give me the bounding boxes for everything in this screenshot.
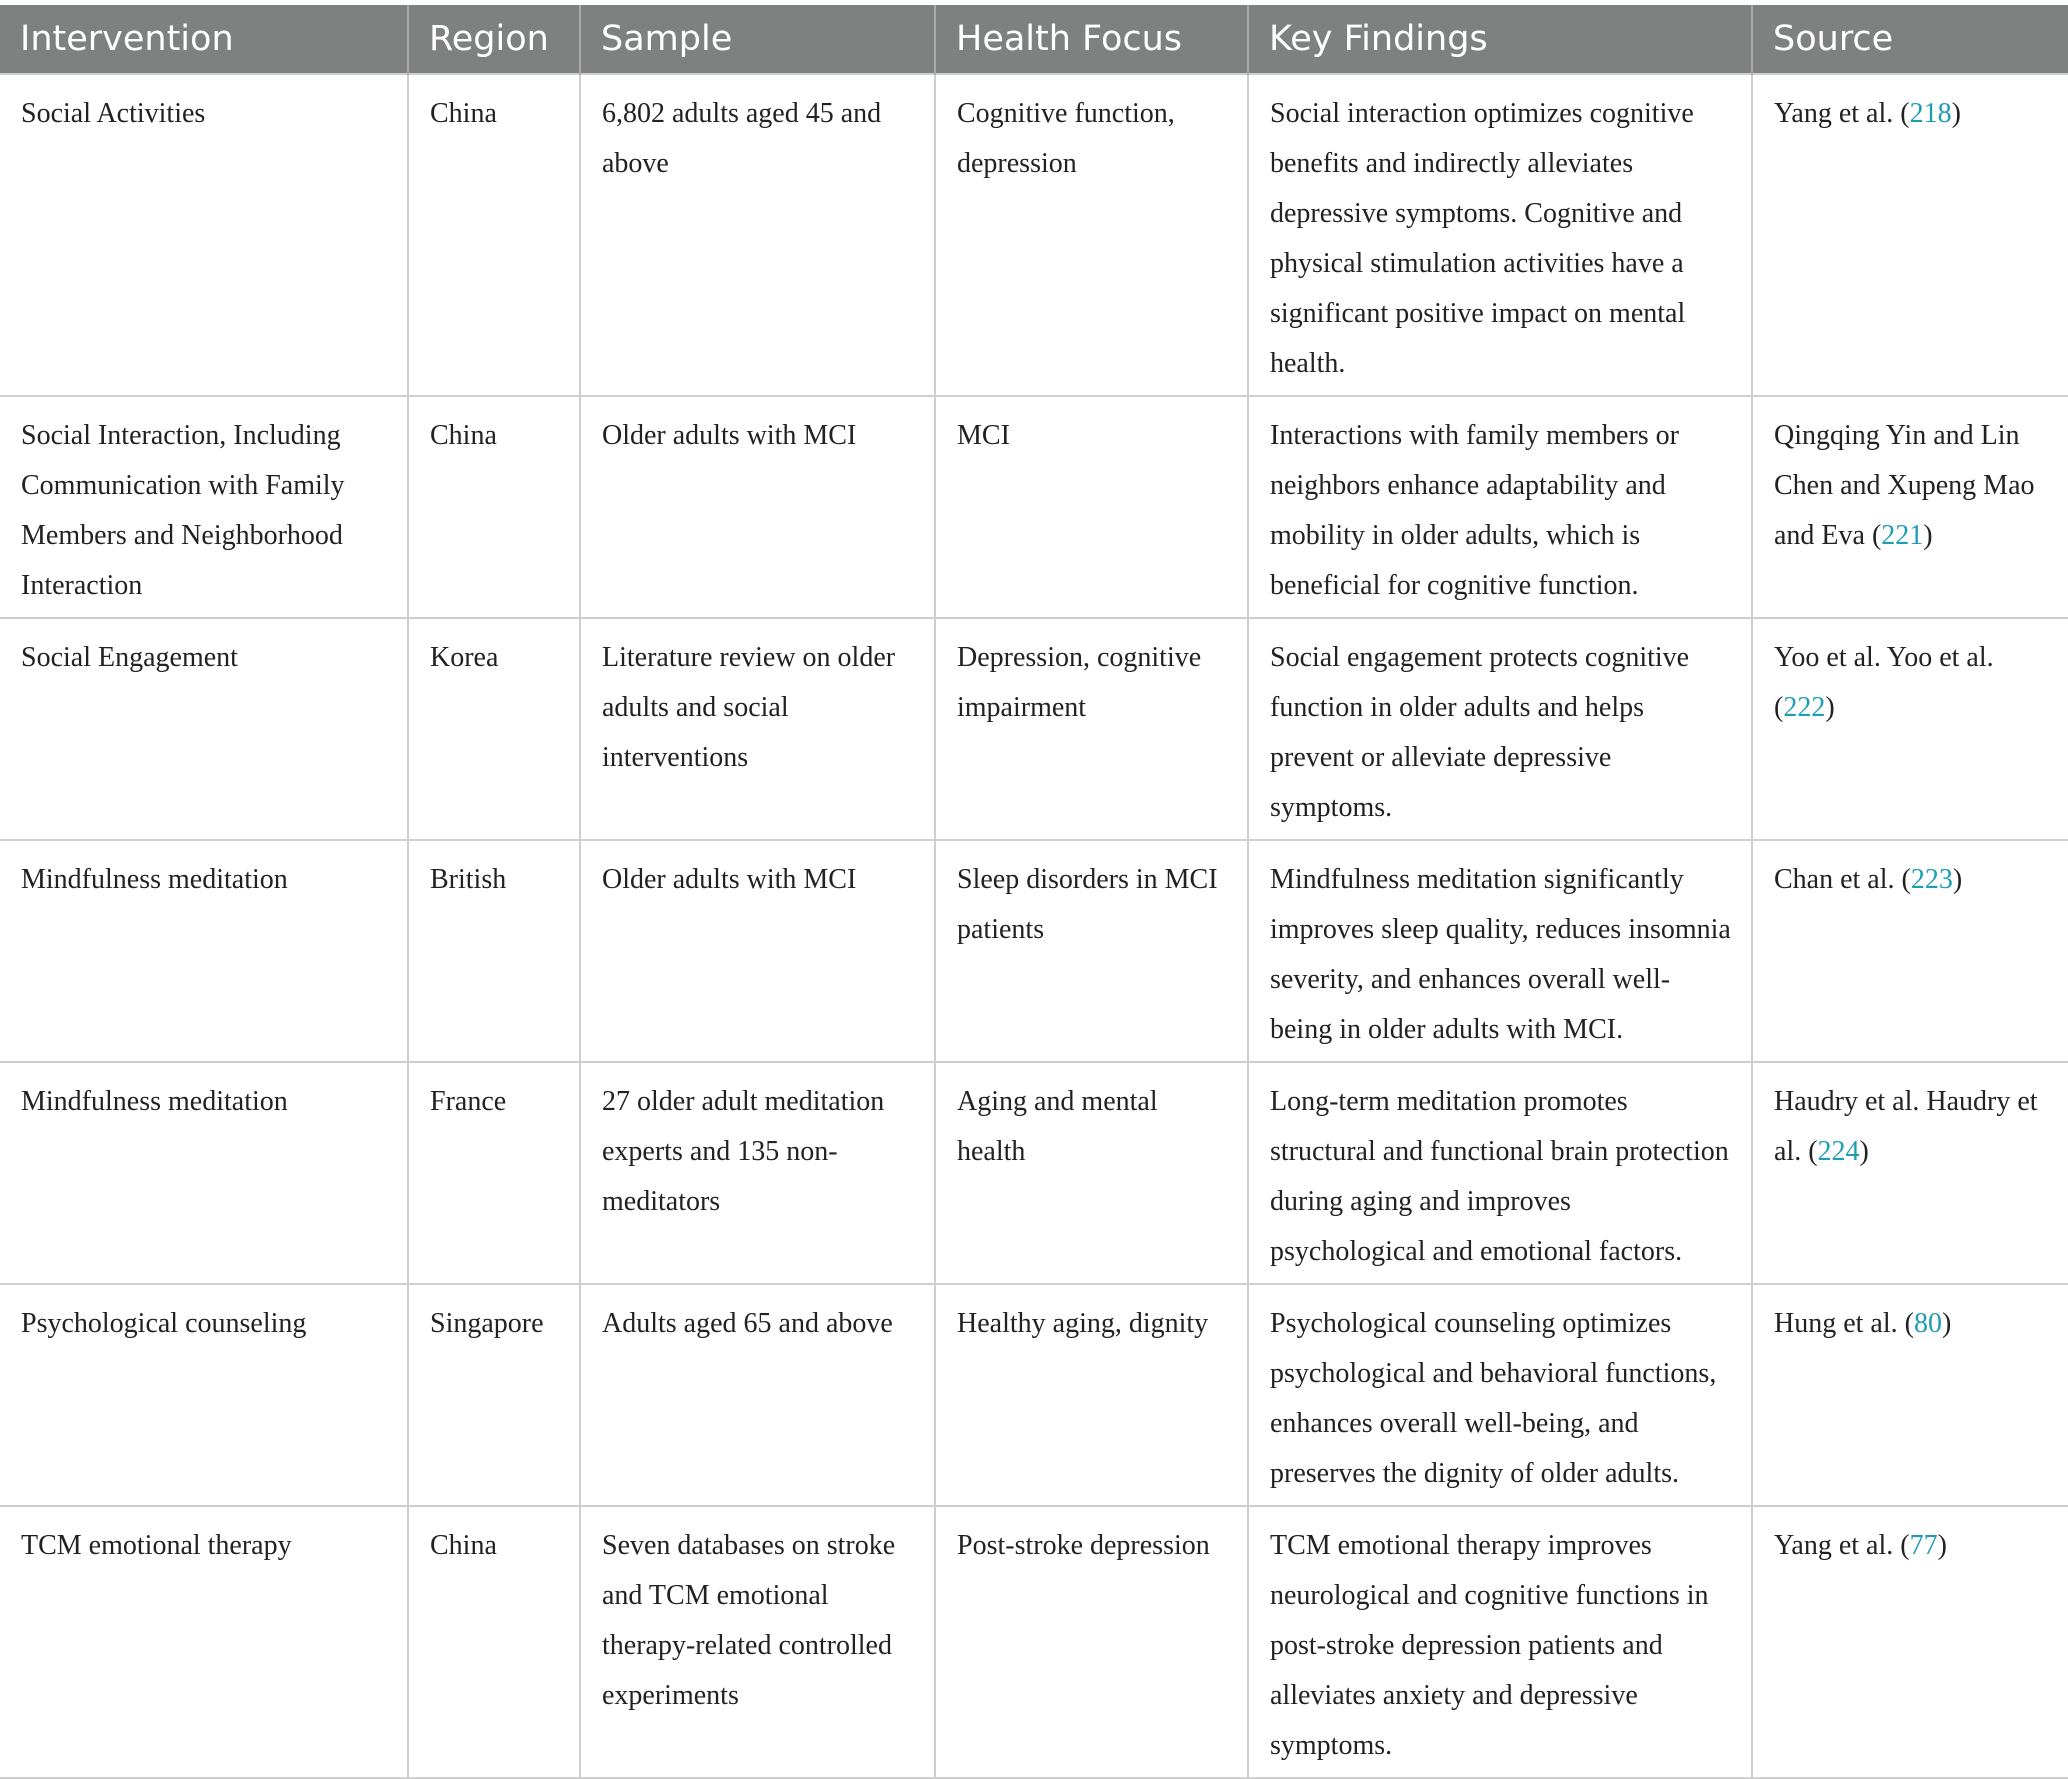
cell-health-focus: Post-stroke depression <box>935 1506 1248 1778</box>
cell-source <box>1752 1284 2068 1506</box>
header-source: Source <box>1752 5 2068 74</box>
source-close-paren: ) <box>1923 520 1933 551</box>
reference-link[interactable]: 221 <box>1881 520 1924 551</box>
cell-region: Singapore <box>408 1284 580 1506</box>
header-key-findings: Key Findings <box>1248 5 1752 74</box>
source-text: Yang et al. ( <box>1774 98 1910 129</box>
header-region: Region <box>408 5 580 74</box>
cell-intervention: Mindfulness meditation <box>0 1062 408 1284</box>
cell-sample: Older adults with MCI <box>580 840 935 1062</box>
cell-sample: Adults aged 65 and above <box>580 1284 935 1506</box>
source-close-paren: ) <box>1952 864 1963 895</box>
cell-sample: Older adults with MCI <box>580 396 935 618</box>
reference-link[interactable]: 80 <box>1913 1308 1942 1339</box>
cell-intervention: TCM emotional therapy <box>0 1506 408 1778</box>
cell-region: China <box>408 74 580 396</box>
interventions-table <box>0 5 2068 1779</box>
cell-source <box>1752 396 2068 618</box>
cell-source <box>1752 618 2068 840</box>
reference-link[interactable]: 77 <box>1909 1530 1938 1561</box>
cell-sample: 6,802 adults aged 45 and above <box>580 74 935 396</box>
source-text: Chan et al. ( <box>1774 864 1911 895</box>
source-text: Yoo et al. Yoo et al. ( <box>1774 642 1994 723</box>
header-health-focus: Health Focus <box>935 5 1248 74</box>
header-sample: Sample <box>580 5 935 74</box>
cell-source <box>1752 1506 2068 1778</box>
table-row <box>0 1284 2068 1506</box>
cell-source <box>1752 1062 2068 1284</box>
table-row <box>0 1062 2068 1284</box>
cell-intervention: Mindfulness meditation <box>0 840 408 1062</box>
cell-intervention: Social Activities <box>0 74 408 396</box>
cell-source <box>1752 840 2068 1062</box>
cell-intervention: Social Interaction, Including Communication with Family Members and Neighborhood Interaction <box>0 396 408 618</box>
table-row <box>0 74 2068 396</box>
cell-health-focus: Aging and mental health <box>935 1062 1248 1284</box>
cell-key-findings: Psychological counseling optimizes psychological and behavioral functions, enhances overall well-being, and preserves the dignity of older adults. <box>1248 1284 1752 1506</box>
reference-link[interactable]: 222 <box>1783 692 1826 723</box>
reference-link[interactable]: 224 <box>1817 1136 1860 1167</box>
source-text: Qingqing Yin and Lin Chen and Xupeng Mao and Eva ( <box>1774 420 2035 551</box>
cell-sample: Literature review on older adults and social interventions <box>580 618 935 840</box>
table-row <box>0 840 2068 1062</box>
cell-region: France <box>408 1062 580 1284</box>
cell-intervention: Psychological counseling <box>0 1284 408 1506</box>
cell-region: British <box>408 840 580 1062</box>
cell-region: Korea <box>408 618 580 840</box>
table-row <box>0 618 2068 840</box>
reference-link[interactable]: 218 <box>1909 98 1952 129</box>
source-text: Hung et al. ( <box>1774 1308 1914 1339</box>
table-row <box>0 1506 2068 1778</box>
cell-region: China <box>408 396 580 618</box>
source-close-paren: ) <box>1825 692 1835 723</box>
cell-source <box>1752 74 2068 396</box>
header-intervention: Intervention <box>0 5 408 74</box>
cell-sample: 27 older adult meditation experts and 135 non-meditators <box>580 1062 935 1284</box>
table-row <box>0 396 2068 618</box>
source-close-paren: ) <box>1951 98 1961 129</box>
cell-health-focus: MCI <box>935 396 1248 618</box>
cell-intervention: Social Engagement <box>0 618 408 840</box>
cell-health-focus: Healthy aging, dignity <box>935 1284 1248 1506</box>
cell-health-focus: Cognitive function, depression <box>935 74 1248 396</box>
source-text: Haudry et al. Haudry et al. ( <box>1774 1086 2038 1167</box>
cell-sample: Seven databases on stroke and TCM emotional therapy-related controlled experiments <box>580 1506 935 1778</box>
source-close-paren: ) <box>1937 1530 1947 1561</box>
cell-key-findings: Mindfulness meditation significantly improves sleep quality, reduces insomnia severity, and enhances overall well-being in older adults with MCI. <box>1248 840 1752 1062</box>
cell-key-findings: TCM emotional therapy improves neurological and cognitive functions in post-stroke depression patients and alleviates anxiety and depressive symptoms. <box>1248 1506 1752 1778</box>
reference-link[interactable]: 223 <box>1910 864 1953 895</box>
source-text: Yang et al. ( <box>1774 1530 1910 1561</box>
source-close-paren: ) <box>1859 1136 1869 1167</box>
cell-key-findings: Social engagement protects cognitive function in older adults and helps prevent or alleviate depressive symptoms. <box>1248 618 1752 840</box>
cell-health-focus: Depression, cognitive impairment <box>935 618 1248 840</box>
cell-key-findings: Social interaction optimizes cognitive benefits and indirectly alleviates depressive symptoms. Cognitive and physical stimulation activities have a significant positive impact on mental health. <box>1248 74 1752 396</box>
header-row <box>0 5 2068 74</box>
cell-region: China <box>408 1506 580 1778</box>
cell-key-findings: Long-term meditation promotes structural and functional brain protection during aging and improves psychological and emotional factors. <box>1248 1062 1752 1284</box>
source-close-paren: ) <box>1941 1308 1952 1339</box>
cell-key-findings: Interactions with family members or neighbors enhance adaptability and mobility in older adults, which is beneficial for cognitive function. <box>1248 396 1752 618</box>
cell-health-focus: Sleep disorders in MCI patients <box>935 840 1248 1062</box>
